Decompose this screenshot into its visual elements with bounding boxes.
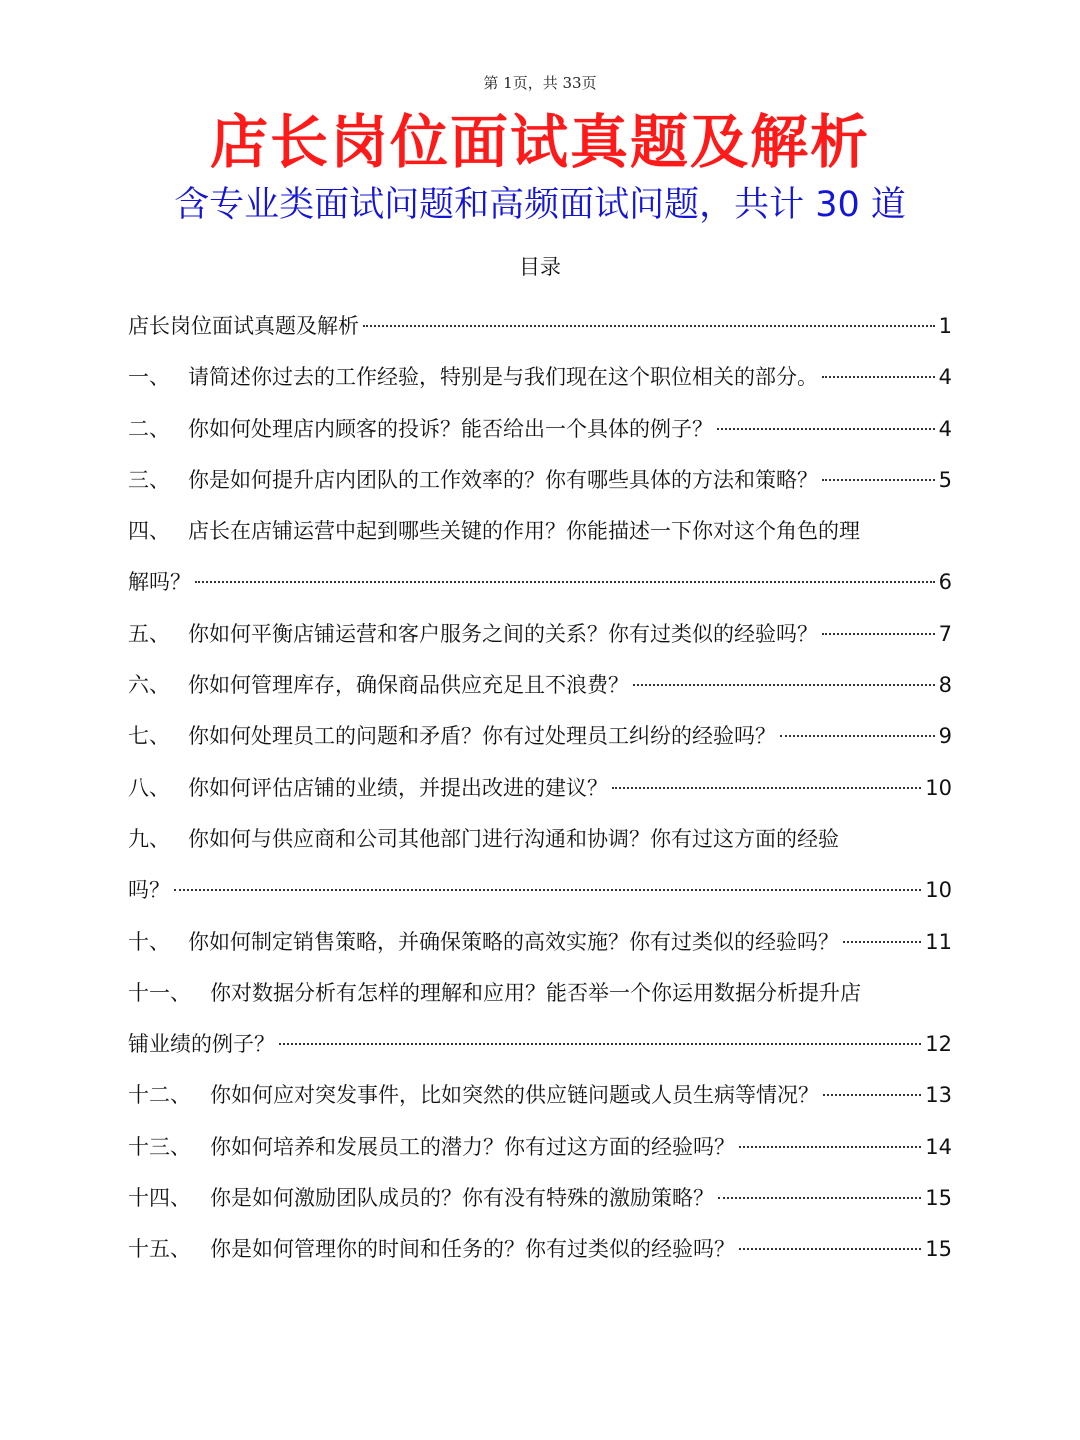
toc-entry-number: 十三、: [128, 1134, 191, 1159]
toc-leader-dots: [823, 1094, 921, 1096]
page-number-header: 第 1页，共 33页: [483, 74, 597, 92]
toc-entry-line: [128, 917, 952, 968]
toc-entry-number: 九、: [128, 826, 170, 851]
toc-leader-dots: [718, 1197, 921, 1199]
toc-leader-dots: [822, 479, 935, 481]
toc-leader-dots: [195, 581, 935, 583]
toc-entry-number: 十二、: [128, 1083, 191, 1108]
toc-entry-title: 你如何制定销售策略，并确保策略的高效实施？你有过类似的经验吗？: [188, 929, 839, 954]
toc-page-number: 15: [925, 1186, 952, 1211]
toc-entry-line: [128, 455, 952, 506]
toc-entry-number: 一、: [128, 365, 170, 390]
toc-leader-dots: [279, 1043, 921, 1045]
toc-page-number: 14: [925, 1134, 952, 1159]
toc-entry[interactable]: [128, 814, 952, 917]
toc-entry-number: 三、: [128, 467, 170, 492]
toc-page-number: 15: [925, 1237, 952, 1262]
toc-leader-dots: [612, 787, 921, 789]
toc-page-number: 4: [938, 416, 952, 441]
toc-entry-line: [128, 557, 952, 608]
toc-page-number: 12: [925, 1032, 952, 1057]
toc-entry-title: 你是如何提升店内团队的工作效率的？你有哪些具体的方法和策略？: [188, 467, 818, 492]
toc-leader-dots: [822, 633, 935, 635]
toc-entry-title: 你是如何激励团队成员的？你有没有特殊的激励策略？: [210, 1186, 714, 1211]
toc-entry-line: [128, 609, 952, 660]
toc-page-number: 10: [925, 878, 952, 903]
toc-entry-line: [128, 1122, 952, 1173]
toc-leader-dots: [633, 684, 935, 686]
toc-entry-title: 你如何应对突发事件，比如突然的供应链问题或人员生病等情况？: [210, 1083, 819, 1108]
toc-entry[interactable]: [128, 1173, 952, 1224]
toc-entry-line: [128, 301, 952, 352]
toc-entry-title: 你如何管理库存，确保商品供应充足且不浪费？: [188, 673, 629, 698]
toc-page-number: 11: [925, 929, 952, 954]
toc-page-number: 9: [938, 724, 952, 749]
toc-entry[interactable]: [128, 609, 952, 660]
toc-page-number: 5: [938, 467, 952, 492]
toc-leader-dots: [780, 735, 935, 737]
toc-entry-number: 八、: [128, 775, 170, 800]
toc-entry[interactable]: [128, 763, 952, 814]
toc-entry-line: [128, 968, 952, 1019]
toc-entry-title: 铺业绩的例子？: [128, 1032, 275, 1057]
document-subtitle: 含专业类面试问题和高频面试问题，共计 30 道: [174, 185, 906, 225]
toc-entry-number: 七、: [128, 724, 170, 749]
toc-entry-title: 你是如何管理你的时间和任务的？你有过类似的经验吗？: [210, 1237, 735, 1262]
toc-leader-dots: [174, 889, 921, 891]
toc-entry-number: 四、: [128, 519, 170, 544]
toc-page-number: 13: [925, 1083, 952, 1108]
toc-entry-number: 五、: [128, 621, 170, 646]
toc-entry-title: 吗？: [128, 878, 170, 903]
toc-entry-title: 你如何与供应商和公司其他部门进行沟通和协调？你有过这方面的经验: [188, 826, 839, 851]
toc-entry[interactable]: [128, 660, 952, 711]
toc-page-number: 7: [938, 621, 952, 646]
toc-entry-title: 店长在店铺运营中起到哪些关键的作用？你能描述一下你对这个角色的理: [188, 519, 860, 544]
toc-page-number: 1: [938, 314, 952, 338]
toc-entry-number: 二、: [128, 416, 170, 441]
toc-entry-line: [128, 1070, 952, 1121]
toc-entry-line: [128, 352, 952, 403]
toc-entry[interactable]: [128, 1070, 952, 1121]
toc-entry-line: [128, 660, 952, 711]
toc-entry-number: 十一、: [128, 980, 191, 1005]
toc-page-number: 4: [938, 365, 952, 390]
toc-leader-dots: [363, 325, 935, 327]
toc-leader-dots: [717, 428, 935, 430]
document-title: 店长岗位面试真题及解析: [209, 108, 870, 176]
toc-entry-line: [128, 1224, 952, 1275]
toc-entry[interactable]: [128, 711, 952, 762]
toc-entry[interactable]: [128, 352, 952, 403]
toc-entry[interactable]: [128, 404, 952, 455]
toc-entry-title: 你对数据分析有怎样的理解和应用？能否举一个你运用数据分析提升店: [210, 980, 861, 1005]
toc-entry-line: [128, 763, 952, 814]
toc-entry[interactable]: [128, 1224, 952, 1275]
toc-entry-title: 你如何处理店内顾客的投诉？能否给出一个具体的例子？: [188, 416, 713, 441]
toc-entry[interactable]: [128, 1122, 952, 1173]
toc-entry-title: 你如何评估店铺的业绩，并提出改进的建议？: [188, 775, 608, 800]
toc-entry-title: 你如何处理员工的问题和矛盾？你有过处理员工纠纷的经验吗？: [188, 724, 776, 749]
toc-entry-line: [128, 1019, 952, 1070]
toc-entry-title: 解吗？: [128, 570, 191, 595]
toc-entry-line: [128, 404, 952, 455]
toc-leader-dots: [822, 376, 935, 378]
toc-entry-line: [128, 865, 952, 916]
toc-entry-line: [128, 506, 952, 557]
toc-entry-title: 请简述你过去的工作经验，特别是与我们现在这个职位相关的部分。: [188, 365, 818, 390]
toc-entry-line: [128, 711, 952, 762]
toc-page-number: 10: [925, 775, 952, 800]
toc-entry[interactable]: [128, 506, 952, 609]
toc-page-number: 6: [938, 570, 952, 595]
toc-leader-dots: [843, 941, 921, 943]
toc-entry-number: 六、: [128, 673, 170, 698]
toc-entry[interactable]: [128, 455, 952, 506]
toc-entry[interactable]: [128, 301, 952, 352]
toc-entry[interactable]: [128, 917, 952, 968]
table-of-contents: [128, 301, 952, 1276]
toc-entry[interactable]: [128, 968, 952, 1071]
toc-entry-line: [128, 814, 952, 865]
toc-leader-dots: [739, 1248, 921, 1250]
toc-entry-title: 店长岗位面试真题及解析: [128, 314, 359, 338]
toc-entry-title: 你如何平衡店铺运营和客户服务之间的关系？你有过类似的经验吗？: [188, 621, 818, 646]
toc-entry-line: [128, 1173, 952, 1224]
toc-entry-title: 你如何培养和发展员工的潜力？你有过这方面的经验吗？: [210, 1134, 735, 1159]
toc-leader-dots: [739, 1146, 921, 1148]
toc-page-number: 8: [938, 673, 952, 698]
toc-entry-number: 十五、: [128, 1237, 191, 1262]
toc-heading: 目录: [519, 255, 561, 279]
toc-entry-number: 十、: [128, 929, 170, 954]
toc-entry-number: 十四、: [128, 1186, 191, 1211]
